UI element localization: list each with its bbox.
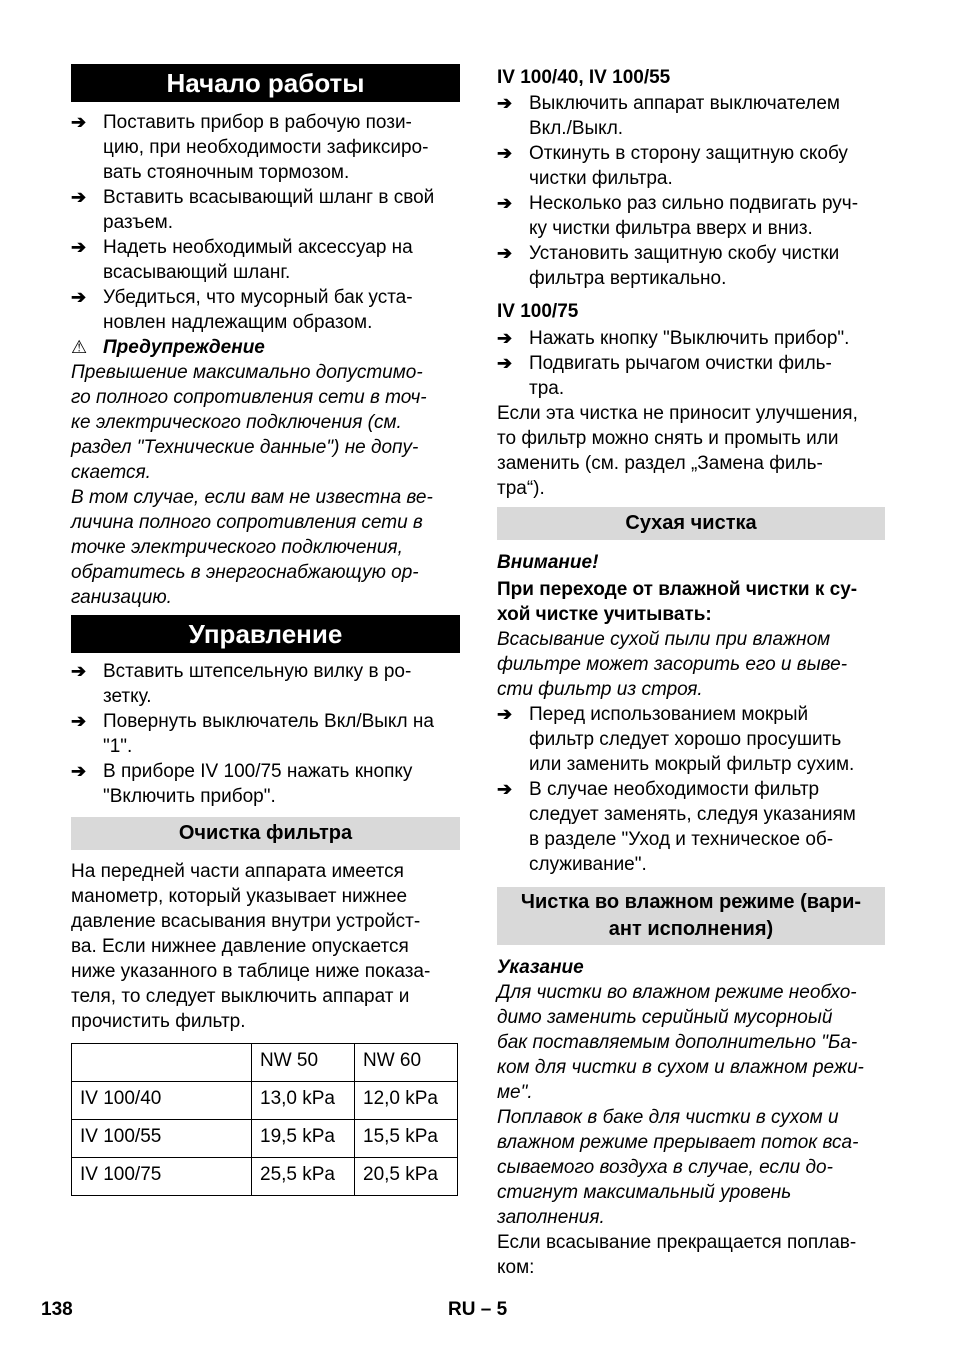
table-cell: 20,5 kPa [355, 1158, 458, 1196]
table-cell: IV 100/75 [72, 1158, 252, 1196]
instruction-step [71, 285, 460, 335]
arrow-icon: ➔ [497, 704, 513, 724]
attention-label: Внимание! [497, 552, 599, 573]
instruction-text [529, 241, 885, 291]
filter-text: ва. Если нижнее давление опускается [71, 936, 409, 957]
warning-label: Предупреждение [103, 337, 265, 358]
instruction-step [497, 241, 885, 291]
step-line: в разделе "Уход и техническое об- [529, 829, 834, 850]
table-cell: 15,5 kPa [355, 1120, 458, 1158]
step-line: Вкл./Выкл. [529, 118, 624, 139]
note-text: стигнут максимальный уровень [497, 1182, 792, 1203]
table-row [72, 1082, 458, 1120]
instruction-text [103, 659, 460, 709]
warning-text: раздел "Технические данные") не допу- [71, 437, 419, 458]
step-line: или заменить мокрый фильтр сухим. [529, 754, 855, 775]
instruction-step [497, 777, 885, 877]
step-line: В случае необходимости фильтр [529, 779, 820, 800]
filter-text: На передней части аппарата имеется [71, 861, 404, 882]
instruction-text [529, 326, 885, 351]
warning-title [71, 335, 460, 360]
filter-text: теля, то следует выключить аппарат и [71, 986, 410, 1007]
arrow-icon: ➔ [497, 93, 513, 113]
instruction-step [497, 91, 885, 141]
warning-triangle-icon: ⚠ [71, 337, 88, 357]
step-line: следует заменять, следуя указаниям [529, 804, 856, 825]
step-line: вать стояночным тормозом. [103, 162, 350, 183]
note-text: ком для чистки в сухом и влажном режи- [497, 1057, 864, 1078]
attention-text: сти фильтр из строя. [497, 679, 703, 700]
table-cell: 13,0 kPa [252, 1082, 355, 1120]
step-line: фильтр следует хорошо просушить [529, 729, 842, 750]
attention-text: фильтре может засорить его и выве- [497, 654, 848, 675]
table-cell: IV 100/40 [72, 1082, 252, 1120]
wet-text: ком: [497, 1257, 535, 1278]
table-row [72, 1158, 458, 1196]
note-text: сываемого воздуха в случае, если до- [497, 1157, 833, 1178]
filter-text: давление всасывания внутри устройст- [71, 911, 421, 932]
arrow-icon: ➔ [497, 193, 513, 213]
step-line: Перед использованием мокрый [529, 704, 809, 725]
note-text: бак поставляемым дополнительно "Ба- [497, 1032, 858, 1053]
step-line: "1". [103, 736, 133, 757]
table-cell: 25,5 kPa [252, 1158, 355, 1196]
step-line: Выключить аппарат выключателем [529, 93, 840, 114]
arrow-icon: ➔ [71, 661, 87, 681]
step-line: ку чистки фильтра вверх и вниз. [529, 218, 813, 239]
heading-line: ант исполнения) [608, 918, 774, 940]
table-cell: IV 100/55 [72, 1120, 252, 1158]
instruction-text [529, 777, 885, 877]
step-line: Подвигать рычагом очистки филь- [529, 353, 832, 374]
step-line: "Включить прибор". [103, 786, 276, 807]
step-line: тра. [529, 378, 565, 399]
heading-filter-cleaning: Очистка фильтра [71, 817, 460, 850]
arrow-icon: ➔ [71, 287, 87, 307]
step-line: Вставить всасывающий шланг в свой [103, 187, 435, 208]
instruction-text [529, 702, 885, 777]
attention-text: Всасывание сухой пыли при влажном [497, 629, 831, 650]
instruction-text [529, 91, 885, 141]
instruction-step [71, 659, 460, 709]
note-text: Поплавок в баке для чистки в сухом и [497, 1107, 839, 1128]
step-line: Нажать кнопку "Выключить прибор". [529, 328, 850, 349]
step-line: цию, при необходимости зафиксиро- [103, 137, 429, 158]
arrow-icon: ➔ [497, 779, 513, 799]
table-cell: 19,5 kPa [252, 1120, 355, 1158]
table-cell: 12,0 kPa [355, 1082, 458, 1120]
note-text: Для чистки во влажном режиме необхо- [497, 982, 857, 1003]
warning-text: ганизацию. [71, 587, 172, 608]
step-line: новлен надлежащим образом. [103, 312, 373, 333]
arrow-icon: ➔ [71, 112, 87, 132]
instruction-text [103, 235, 460, 285]
model-title-b: IV 100/75 [497, 301, 579, 322]
step-line: Надеть необходимый аксессуар на [103, 237, 413, 258]
instruction-step [71, 110, 460, 185]
step-line: разъем. [103, 212, 173, 233]
step-line: Повернуть выключатель Вкл/Выкл на [103, 711, 434, 732]
step-line: служивание". [529, 854, 647, 875]
step-line: Убедиться, что мусорный бак уста- [103, 287, 413, 308]
instruction-text [103, 285, 460, 335]
step-line: всасывающий шланг. [103, 262, 291, 283]
warning-text: точке электрического подключения, [71, 537, 403, 558]
warning-text: ке электрического подключения (см. [71, 412, 402, 433]
arrow-icon: ➔ [71, 187, 87, 207]
instruction-text [529, 141, 885, 191]
instruction-text [529, 351, 885, 401]
table-cell: NW 50 [252, 1044, 355, 1082]
arrow-icon: ➔ [497, 143, 513, 163]
step-line: чистки фильтра. [529, 168, 673, 189]
instruction-step [71, 709, 460, 759]
step-line: Вставить штепсельную вилку в ро- [103, 661, 412, 682]
arrow-icon: ➔ [71, 761, 87, 781]
heading-control: Управление [71, 615, 460, 653]
attention-bold-text: При переходе от влажной чистки к су- [497, 579, 858, 600]
table-header-row [72, 1044, 458, 1082]
model-title-a: IV 100/40, IV 100/55 [497, 67, 671, 88]
step-line: В приборе IV 100/75 нажать кнопку [103, 761, 413, 782]
filter-text: ниже указанного в таблице ниже показа- [71, 961, 431, 982]
filter-note-text: тра“). [497, 478, 545, 499]
warning-text: личина полного сопротивления сети в [71, 512, 423, 533]
instruction-step [71, 759, 460, 809]
instruction-step [71, 185, 460, 235]
table-row [72, 1120, 458, 1158]
note-label: Указание [497, 957, 584, 978]
heading-start: Начало работы [71, 64, 460, 102]
arrow-icon: ➔ [497, 328, 513, 348]
step-line: Откинуть в сторону защитную скобу [529, 143, 848, 164]
instruction-text [103, 185, 460, 235]
warning-text: го полного сопротивления сети в точ- [71, 387, 427, 408]
attention-bold-text: хой чистке учитывать: [497, 604, 712, 625]
step-line: фильтра вертикально. [529, 268, 727, 289]
instruction-text [103, 709, 460, 759]
right-column [497, 64, 885, 1280]
note-text: заполнения. [497, 1207, 605, 1228]
warning-text: Превышение максимально допустимо- [71, 362, 423, 383]
note-text: димо заменить серийный мусорноый [497, 1007, 833, 1028]
step-line: Несколько раз сильно подвигать руч- [529, 193, 859, 214]
warning-text: скается. [71, 462, 151, 483]
wet-text: Если всасывание прекращается поплав- [497, 1232, 857, 1253]
note-text: влажном режиме прерывает поток вса- [497, 1132, 859, 1153]
filter-note-text: Если эта чистка не приносит улучшения, [497, 403, 858, 424]
table-cell: NW 60 [355, 1044, 458, 1082]
filter-text: манометр, который указывает нижнее [71, 886, 408, 907]
instruction-text [103, 110, 460, 185]
instruction-step [497, 141, 885, 191]
filter-note-text: заменить (см. раздел „Замена филь- [497, 453, 823, 474]
step-line: Установить защитную скобу чистки [529, 243, 840, 264]
instruction-text [529, 191, 885, 241]
warning-text: обратитесь в энергоснабжающую ор- [71, 562, 419, 583]
heading-dry-cleaning: Сухая чистка [497, 507, 885, 540]
step-line: зетку. [103, 686, 152, 707]
heading-line: Чистка во влажном режиме (вари- [520, 891, 862, 913]
pressure-table [71, 1043, 458, 1196]
arrow-icon: ➔ [497, 243, 513, 263]
instruction-text [103, 759, 460, 809]
heading-wet-cleaning [497, 887, 885, 945]
warning-text: В том случае, если вам не известна ве- [71, 487, 433, 508]
instruction-step [497, 326, 885, 351]
page-number: 138 [41, 1299, 73, 1320]
arrow-icon: ➔ [71, 237, 87, 257]
instruction-step [497, 702, 885, 777]
table-cell [72, 1044, 252, 1082]
filter-note-text: то фильтр можно снять и промыть или [497, 428, 839, 449]
instruction-step [497, 191, 885, 241]
filter-text: прочистить фильтр. [71, 1011, 246, 1032]
arrow-icon: ➔ [71, 711, 87, 731]
instruction-step [71, 235, 460, 285]
instruction-step [497, 351, 885, 401]
arrow-icon: ➔ [497, 353, 513, 373]
left-column [71, 64, 460, 1196]
language-page-label: RU – 5 [448, 1299, 508, 1320]
step-line: Поставить прибор в рабочую пози- [103, 112, 412, 133]
note-text: ме". [497, 1082, 533, 1103]
